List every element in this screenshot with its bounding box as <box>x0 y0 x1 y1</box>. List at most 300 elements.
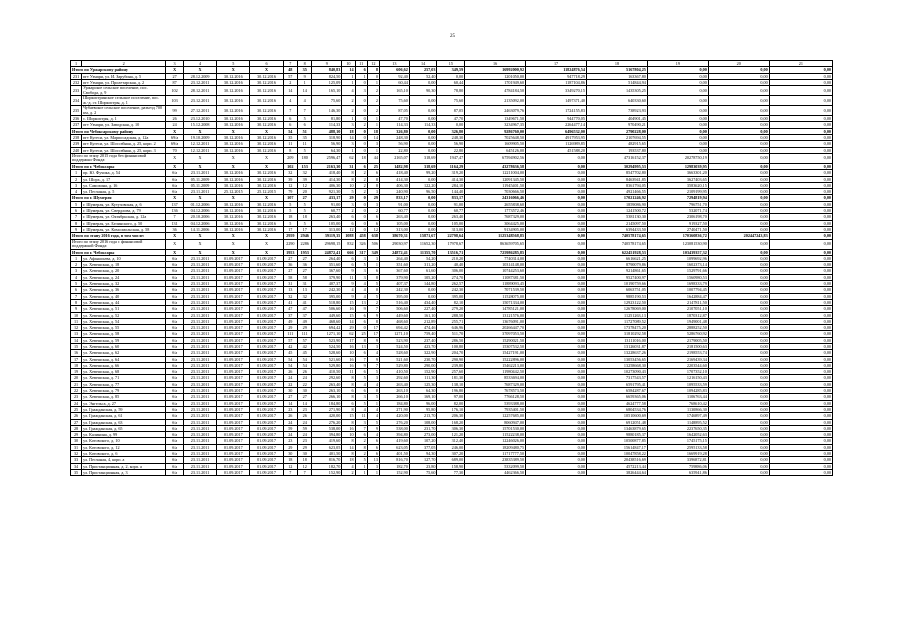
table-cell: 3234967,35 <box>465 122 526 128</box>
table-cell: 5 <box>367 419 379 425</box>
table-cell: 0,00 <box>769 262 832 268</box>
table-cell: 23.11.2011 <box>183 432 216 438</box>
table-cell: 182,70 <box>312 463 342 469</box>
table-cell: ул. Котовского, д. 6 <box>82 451 166 457</box>
table-cell: 6394433,50 <box>586 226 647 232</box>
table-cell: 12 <box>298 182 312 188</box>
table-cell: X <box>250 233 283 239</box>
table-cell: 107 <box>283 195 297 201</box>
table-cell: 13126031,87 <box>586 343 647 349</box>
table-cell: 196,80 <box>437 388 465 394</box>
table-cell: б/а <box>166 451 184 457</box>
table-cell: 7 <box>355 425 367 431</box>
table-cell: 19.10.2009 <box>183 135 216 141</box>
table-cell: 39119,35 <box>312 233 342 239</box>
table-cell: 264,40 <box>312 255 342 261</box>
table-cell: б/а <box>166 176 184 182</box>
table-cell: 0,00 <box>647 122 708 128</box>
table-cell: 28.12.2009 <box>183 73 216 79</box>
table-cell: 0,00 <box>409 128 437 134</box>
table-cell: 263,40 <box>437 214 465 220</box>
table-cell: 523,90 <box>379 337 409 343</box>
table-cell: 13 <box>71 331 82 337</box>
table-cell: 12 <box>283 182 297 188</box>
table-cell: г. Шумерля, ул. Кутузовская, д. 6 <box>82 201 166 207</box>
table-cell: б/а <box>166 312 184 318</box>
table-cell: 01.09.2017 <box>217 318 250 324</box>
table-cell: 165,10 <box>312 86 342 96</box>
table-cell: 2165,07 <box>379 153 409 163</box>
table-cell: 23.11.2011 <box>183 369 216 375</box>
table-cell: б/а <box>166 394 184 400</box>
table-cell: б/а <box>166 299 184 305</box>
table-cell: 01.09.2017 <box>250 394 283 400</box>
table-cell: 8 <box>342 438 355 444</box>
table-cell: 419,60 <box>379 438 409 444</box>
table-cell: 15 <box>437 61 465 67</box>
data-table <box>70 60 833 476</box>
table-row <box>71 86 833 96</box>
table-cell: ул. Хевешская, д. 62 <box>82 350 166 356</box>
table-cell: 122,20 <box>409 182 437 188</box>
table-cell: 401,50 <box>379 451 409 457</box>
table-cell: 29 <box>298 444 312 450</box>
table-cell: 3 <box>367 255 379 261</box>
table-cell: 13 <box>283 287 297 293</box>
table-cell: 153 <box>298 163 312 169</box>
table-cell: 0,00 <box>526 318 587 324</box>
table-cell: 227,40 <box>409 306 437 312</box>
table-cell: 54 <box>283 356 297 362</box>
table-cell: 322,90 <box>409 350 437 356</box>
table-cell: 0,00 <box>708 325 769 331</box>
table-cell: 13 <box>379 61 409 67</box>
table-cell: 23.11.2011 <box>183 331 216 337</box>
table-cell: 0,00 <box>647 86 708 96</box>
table-cell: 0,00 <box>769 375 832 381</box>
table-cell: 0,00 <box>769 73 832 79</box>
table-cell: 30.12.2016 <box>217 147 250 153</box>
table-cell: 317 <box>355 249 367 255</box>
table-cell: 1 <box>367 400 379 406</box>
table-cell: 57 <box>283 73 297 79</box>
table-cell: 451588,20 <box>526 147 587 153</box>
table-cell: 0,00 <box>526 208 587 214</box>
table-cell: 518,80 <box>312 299 342 305</box>
table-cell: 23.11.2011 <box>183 306 216 312</box>
table-cell: 645126,00 <box>465 147 526 153</box>
table-cell: 516,40 <box>379 299 409 305</box>
table-cell: 2 <box>342 208 355 214</box>
table-cell: 0,00 <box>769 86 832 96</box>
table-cell: 1201050,00 <box>465 73 526 79</box>
table-cell: 0,00 <box>708 106 769 116</box>
table-cell: 0,00 <box>409 220 437 226</box>
table-cell: 15307532,50 <box>465 343 526 349</box>
table-cell: ул. Шорх, д. 17 <box>82 176 166 182</box>
table-cell: 3 <box>71 182 82 188</box>
table-cell: 5 <box>71 201 82 207</box>
table-cell: 0,00 <box>526 170 587 176</box>
table-cell: 01.09.2017 <box>250 432 283 438</box>
table-cell: 2264477,14 <box>526 122 587 128</box>
table-cell: 30.12.2016 <box>250 176 283 182</box>
table-cell: 23 <box>71 394 82 400</box>
table-cell: 0,00 <box>647 141 708 147</box>
table-cell: 137 <box>166 201 184 207</box>
table-cell: 7935401,50 <box>465 406 526 412</box>
table-cell: ул. Хевешская, д. 71 <box>82 375 166 381</box>
table-cell: 0,00 <box>708 239 769 249</box>
table-cell: 0,00 <box>708 406 769 412</box>
table-cell: 1164,29 <box>437 163 465 169</box>
table-cell: 01.09.2017 <box>250 350 283 356</box>
table-cell: 29 <box>342 325 355 331</box>
table-cell: 30.12.2016 <box>250 208 283 214</box>
table-cell: 23.11.2011 <box>183 451 216 457</box>
table-cell: 0,00 <box>708 262 769 268</box>
table-cell: 30.12.2016 <box>217 106 250 116</box>
table-cell: 5 <box>217 61 250 67</box>
table-cell: 2888252,50 <box>647 325 708 331</box>
table-cell: 449,60 <box>312 312 342 318</box>
table-cell: 15427191,00 <box>465 350 526 356</box>
table-cell: 12.12.2011 <box>183 147 216 153</box>
table-cell: 30.12.2016 <box>250 141 283 147</box>
table-cell: 14785121,00 <box>465 306 526 312</box>
table-cell: 414,30 <box>312 176 342 182</box>
table-cell: 6 <box>355 318 367 324</box>
table-cell: 6 <box>355 67 367 73</box>
table-cell: 47 <box>298 306 312 312</box>
table-cell: 23 <box>283 438 297 444</box>
table-cell: 4 <box>283 96 297 106</box>
table-cell: 0,00 <box>769 356 832 362</box>
table-cell: 1642052,63 <box>647 432 708 438</box>
table-cell: 01.09.2017 <box>217 400 250 406</box>
table-cell: б/а <box>166 432 184 438</box>
table-cell: 01.09.2017 <box>250 287 283 293</box>
table-cell: 0,00 <box>769 208 832 214</box>
table-cell: 1 <box>367 469 379 475</box>
table-cell: 306,30 <box>437 425 465 431</box>
table-cell: 8361794,05 <box>586 182 647 188</box>
table-cell: X <box>217 163 250 169</box>
table-cell: 0,00 <box>769 182 832 188</box>
table-cell: 2 <box>355 189 367 195</box>
table-cell: 863659705,65 <box>465 239 526 249</box>
table-cell: 60,77 <box>312 208 342 214</box>
table-cell: 7317543,57 <box>586 375 647 381</box>
table-cell: 0,00 <box>769 147 832 153</box>
table-cell: 2790228,00 <box>586 128 647 134</box>
table-cell: 14 <box>298 400 312 406</box>
table-cell: 64,30 <box>312 147 342 153</box>
table-cell: 5 <box>298 220 312 226</box>
table-cell: 37097053,50 <box>465 331 526 337</box>
table-cell: 01.09.2017 <box>217 419 250 425</box>
table-cell: X <box>183 239 216 249</box>
table-cell: 14 <box>342 135 355 141</box>
table-cell: 0,00 <box>526 249 587 255</box>
table-cell: 13121576,00 <box>465 312 526 318</box>
table-cell: 237,40 <box>409 337 437 343</box>
table-cell: 17978,67 <box>437 239 465 249</box>
table-cell: 30294995,53 <box>586 163 647 169</box>
table-cell: 26 <box>298 413 312 419</box>
table-cell: 16 <box>71 350 82 356</box>
table-cell: 401,50 <box>312 451 342 457</box>
table-cell: 7 <box>71 293 82 299</box>
table-cell: 30.12.2016 <box>250 106 283 116</box>
table-cell: 125,30 <box>409 381 437 387</box>
table-cell: 7 <box>283 106 297 116</box>
table-cell: 8 <box>367 318 379 324</box>
table-cell: 12.12.2011 <box>183 141 216 147</box>
table-cell: 01.09.2017 <box>250 337 283 343</box>
table-cell: Шоркистринское сельское поселение, пос. ж.-д. ст. Шоркистры, д. 1 <box>82 96 166 106</box>
table-cell: 326,80 <box>379 128 409 134</box>
table-cell: 3 <box>367 375 379 381</box>
table-cell: 0,00 <box>526 337 587 343</box>
table-cell: 01.09.2017 <box>217 274 250 280</box>
table-cell: 18 <box>342 457 355 463</box>
table-cell: 01.09.2017 <box>217 362 250 368</box>
table-cell: 5 <box>355 375 367 381</box>
table-cell: 606,62 <box>379 67 409 73</box>
table-cell: 0,00 <box>769 274 832 280</box>
table-cell: 0,00 <box>708 413 769 419</box>
table-cell: 01.09.2017 <box>250 413 283 419</box>
table-cell: 0,00 <box>708 343 769 349</box>
table-cell: 11522238,00 <box>465 432 526 438</box>
table-cell: 18 <box>342 128 355 134</box>
table-cell: 20438516,69 <box>586 457 647 463</box>
table-cell: 4 <box>367 381 379 387</box>
table-cell: 60,44 <box>379 79 409 85</box>
table-cell: 23.11.2011 <box>183 189 216 195</box>
table-cell: 105,00 <box>312 220 342 226</box>
table-cell: ул. Хевешская, д. 68 <box>82 369 166 375</box>
table-cell: 23.11.2011 <box>183 255 216 261</box>
table-cell: 23.11.2011 <box>183 381 216 387</box>
table-cell: 5286760,92 <box>647 331 708 337</box>
table-cell: 0,00 <box>769 432 832 438</box>
table-cell: 11355,70 <box>409 249 437 255</box>
table-cell: 2463079,76 <box>465 106 526 116</box>
table-cell: 235 <box>71 106 82 116</box>
table-cell: 0,00 <box>526 419 587 425</box>
table-cell: ул. Хевешская, д. 18 <box>82 262 166 268</box>
table-cell: 01.09.2017 <box>217 356 250 362</box>
table-cell: 38670,31 <box>379 233 409 239</box>
table-cell: 8060947,00 <box>465 419 526 425</box>
table-cell: 10 <box>71 312 82 318</box>
table-cell: 96,50 <box>409 189 437 195</box>
table-cell: 313,00 <box>379 226 409 232</box>
table-cell: ул. Хевешская, д. 24 <box>82 274 166 280</box>
table-cell: 0,00 <box>526 432 587 438</box>
table-cell: ул. Хевешская, д. 66 <box>82 362 166 368</box>
table-cell: 0,00 <box>708 189 769 195</box>
table-cell: 2286 <box>298 239 312 249</box>
table-cell: 67594902,56 <box>465 153 526 163</box>
table-cell: 6 <box>71 208 82 214</box>
table-cell: 0,00 <box>409 287 437 293</box>
table-cell: 11 <box>342 274 355 280</box>
table-cell: 0,00 <box>526 406 587 412</box>
table-cell: 0,00 <box>526 299 587 305</box>
table-cell: 1148895,52 <box>647 419 708 425</box>
table-cell: 0,00 <box>526 281 587 287</box>
table-cell: 23.11.2011 <box>183 438 216 444</box>
table-cell: 4 <box>355 287 367 293</box>
table-cell: 1773572,46 <box>465 208 526 214</box>
table-cell: ул. Хевешская, д. 54 <box>82 318 166 324</box>
table-cell: 0,00 <box>526 375 587 381</box>
table-cell: X <box>166 163 184 169</box>
table-cell: 1560980,53 <box>647 274 708 280</box>
table-cell: 4572213,44 <box>586 463 647 469</box>
table-cell: 0,00 <box>526 331 587 337</box>
table-cell: 0,00 <box>708 201 769 207</box>
table-cell: 15462213,00 <box>465 362 526 368</box>
table-cell: 24872,41 <box>312 249 342 255</box>
table-cell: 0,00 <box>708 419 769 425</box>
table-cell: 1435305,25 <box>586 86 647 96</box>
table-cell: 78,80 <box>437 86 465 96</box>
table-cell: 23.11.2011 <box>183 356 216 362</box>
table-cell: 3 <box>367 201 379 207</box>
table-cell: 23.11.2011 <box>183 350 216 356</box>
table-cell: 263,40 <box>379 214 409 220</box>
table-cell: б/а <box>166 381 184 387</box>
table-cell: Итого по этапу 2016 года, в том числе: <box>71 233 166 239</box>
table-cell: 0,00 <box>708 388 769 394</box>
table-cell: 349,59 <box>437 67 465 73</box>
table-cell: 20278750,19 <box>647 153 708 163</box>
table-cell: 0,00 <box>769 189 832 195</box>
table-cell: 19 <box>71 369 82 375</box>
table-cell: 0,00 <box>708 299 769 305</box>
table-cell: 10314148,00 <box>465 262 526 268</box>
table-cell: 6 <box>355 350 367 356</box>
table-cell: 0,00 <box>409 116 437 122</box>
table-cell: 0,00 <box>769 331 832 337</box>
table-cell: 8 <box>342 406 355 412</box>
table-cell: 91,00 <box>437 201 465 207</box>
table-cell: 8 <box>367 176 379 182</box>
table-cell: 17 <box>71 356 82 362</box>
table-cell: 01.09.2017 <box>250 325 283 331</box>
table-cell: 30.12.2016 <box>250 226 283 232</box>
table-cell: 7678573,50 <box>465 388 526 394</box>
table-cell: 4 <box>355 381 367 387</box>
table-cell: 482915,65 <box>586 141 647 147</box>
table-cell: 39 <box>283 176 297 182</box>
table-cell: 1 <box>367 122 379 128</box>
table-cell: 410,50 <box>312 369 342 375</box>
table-cell: 18209480,75 <box>465 444 526 450</box>
table-cell: 107,20 <box>409 438 437 444</box>
table-cell: 60,77 <box>379 208 409 214</box>
table-cell: ул. Хевешская, д. 64 <box>82 356 166 362</box>
table-row <box>71 106 833 116</box>
table-cell: б/а <box>166 281 184 287</box>
table-cell: 01.09.2017 <box>250 262 283 268</box>
table-cell: 488,10 <box>312 128 342 134</box>
table-cell: 42 <box>283 343 297 349</box>
table-cell: 5 <box>298 208 312 214</box>
table-cell: 13 <box>298 287 312 293</box>
table-cell: 0,00 <box>708 226 769 232</box>
table-cell: 1 <box>298 79 312 85</box>
table-cell: 15 <box>342 299 355 305</box>
table-cell: 6 <box>355 163 367 169</box>
table-cell: 01.09.2017 <box>250 312 283 318</box>
table-cell: 257,03 <box>409 67 437 73</box>
table-cell: 9880185,37 <box>586 432 647 438</box>
table-cell: 313,00 <box>437 226 465 232</box>
table-cell: 49 <box>298 318 312 324</box>
table-cell: б/а <box>166 306 184 312</box>
table-cell: 474,46 <box>409 325 437 331</box>
table-cell: 0,00 <box>769 233 832 239</box>
table-cell: 0,00 <box>647 73 708 79</box>
table-cell: 01.09.2017 <box>250 457 283 463</box>
table-cell: 7 <box>355 356 367 362</box>
table-cell: 307,20 <box>437 451 465 457</box>
table-cell: 01.09.2017 <box>217 343 250 349</box>
table-cell: 2 <box>355 182 367 188</box>
table-cell: 326 <box>355 239 367 249</box>
table-cell: 2181500,63 <box>647 343 708 349</box>
table-cell: 8 <box>367 182 379 188</box>
table-cell: 37 <box>298 312 312 318</box>
table-cell: 12211004,00 <box>465 170 526 176</box>
table-cell: 27 <box>298 195 312 201</box>
table-cell: 0,00 <box>769 268 832 274</box>
table-cell: 30.12.2016 <box>217 220 250 226</box>
table-cell: 0,00 <box>526 287 587 293</box>
table-cell: 0,00 <box>708 141 769 147</box>
table-cell: 0,00 <box>769 419 832 425</box>
table-cell: 6 <box>342 220 355 226</box>
table-cell: 0,00 <box>769 306 832 312</box>
table-cell: 0 <box>355 128 367 134</box>
table-cell: 833,17 <box>379 195 409 201</box>
table-cell: 0,00 <box>708 287 769 293</box>
table-cell: 14 <box>409 61 437 67</box>
table-cell: 0,00 <box>769 463 832 469</box>
table-cell: 202447243,83 <box>708 233 769 239</box>
table-cell: 0,00 <box>526 469 587 475</box>
table-cell: 0,00 <box>769 394 832 400</box>
table-cell: 103439357,32 <box>647 249 708 255</box>
table-cell: б/а <box>166 268 184 274</box>
table-cell: г. Шумерля, ул. Белинского, д. 50 <box>82 220 166 226</box>
table-cell: 16 <box>342 362 355 368</box>
table-cell: 2959 <box>283 233 297 239</box>
table-cell: 62 <box>342 153 355 163</box>
table-cell: б/а <box>166 318 184 324</box>
table-cell: 0,00 <box>769 451 832 457</box>
table-cell: 10 <box>342 432 355 438</box>
table-cell: 13053456,65 <box>586 356 647 362</box>
table-cell: ул. Хевешская, д. 36 <box>82 287 166 293</box>
table-cell: 4784184,50 <box>465 86 526 96</box>
table-cell: 3 <box>367 343 379 349</box>
